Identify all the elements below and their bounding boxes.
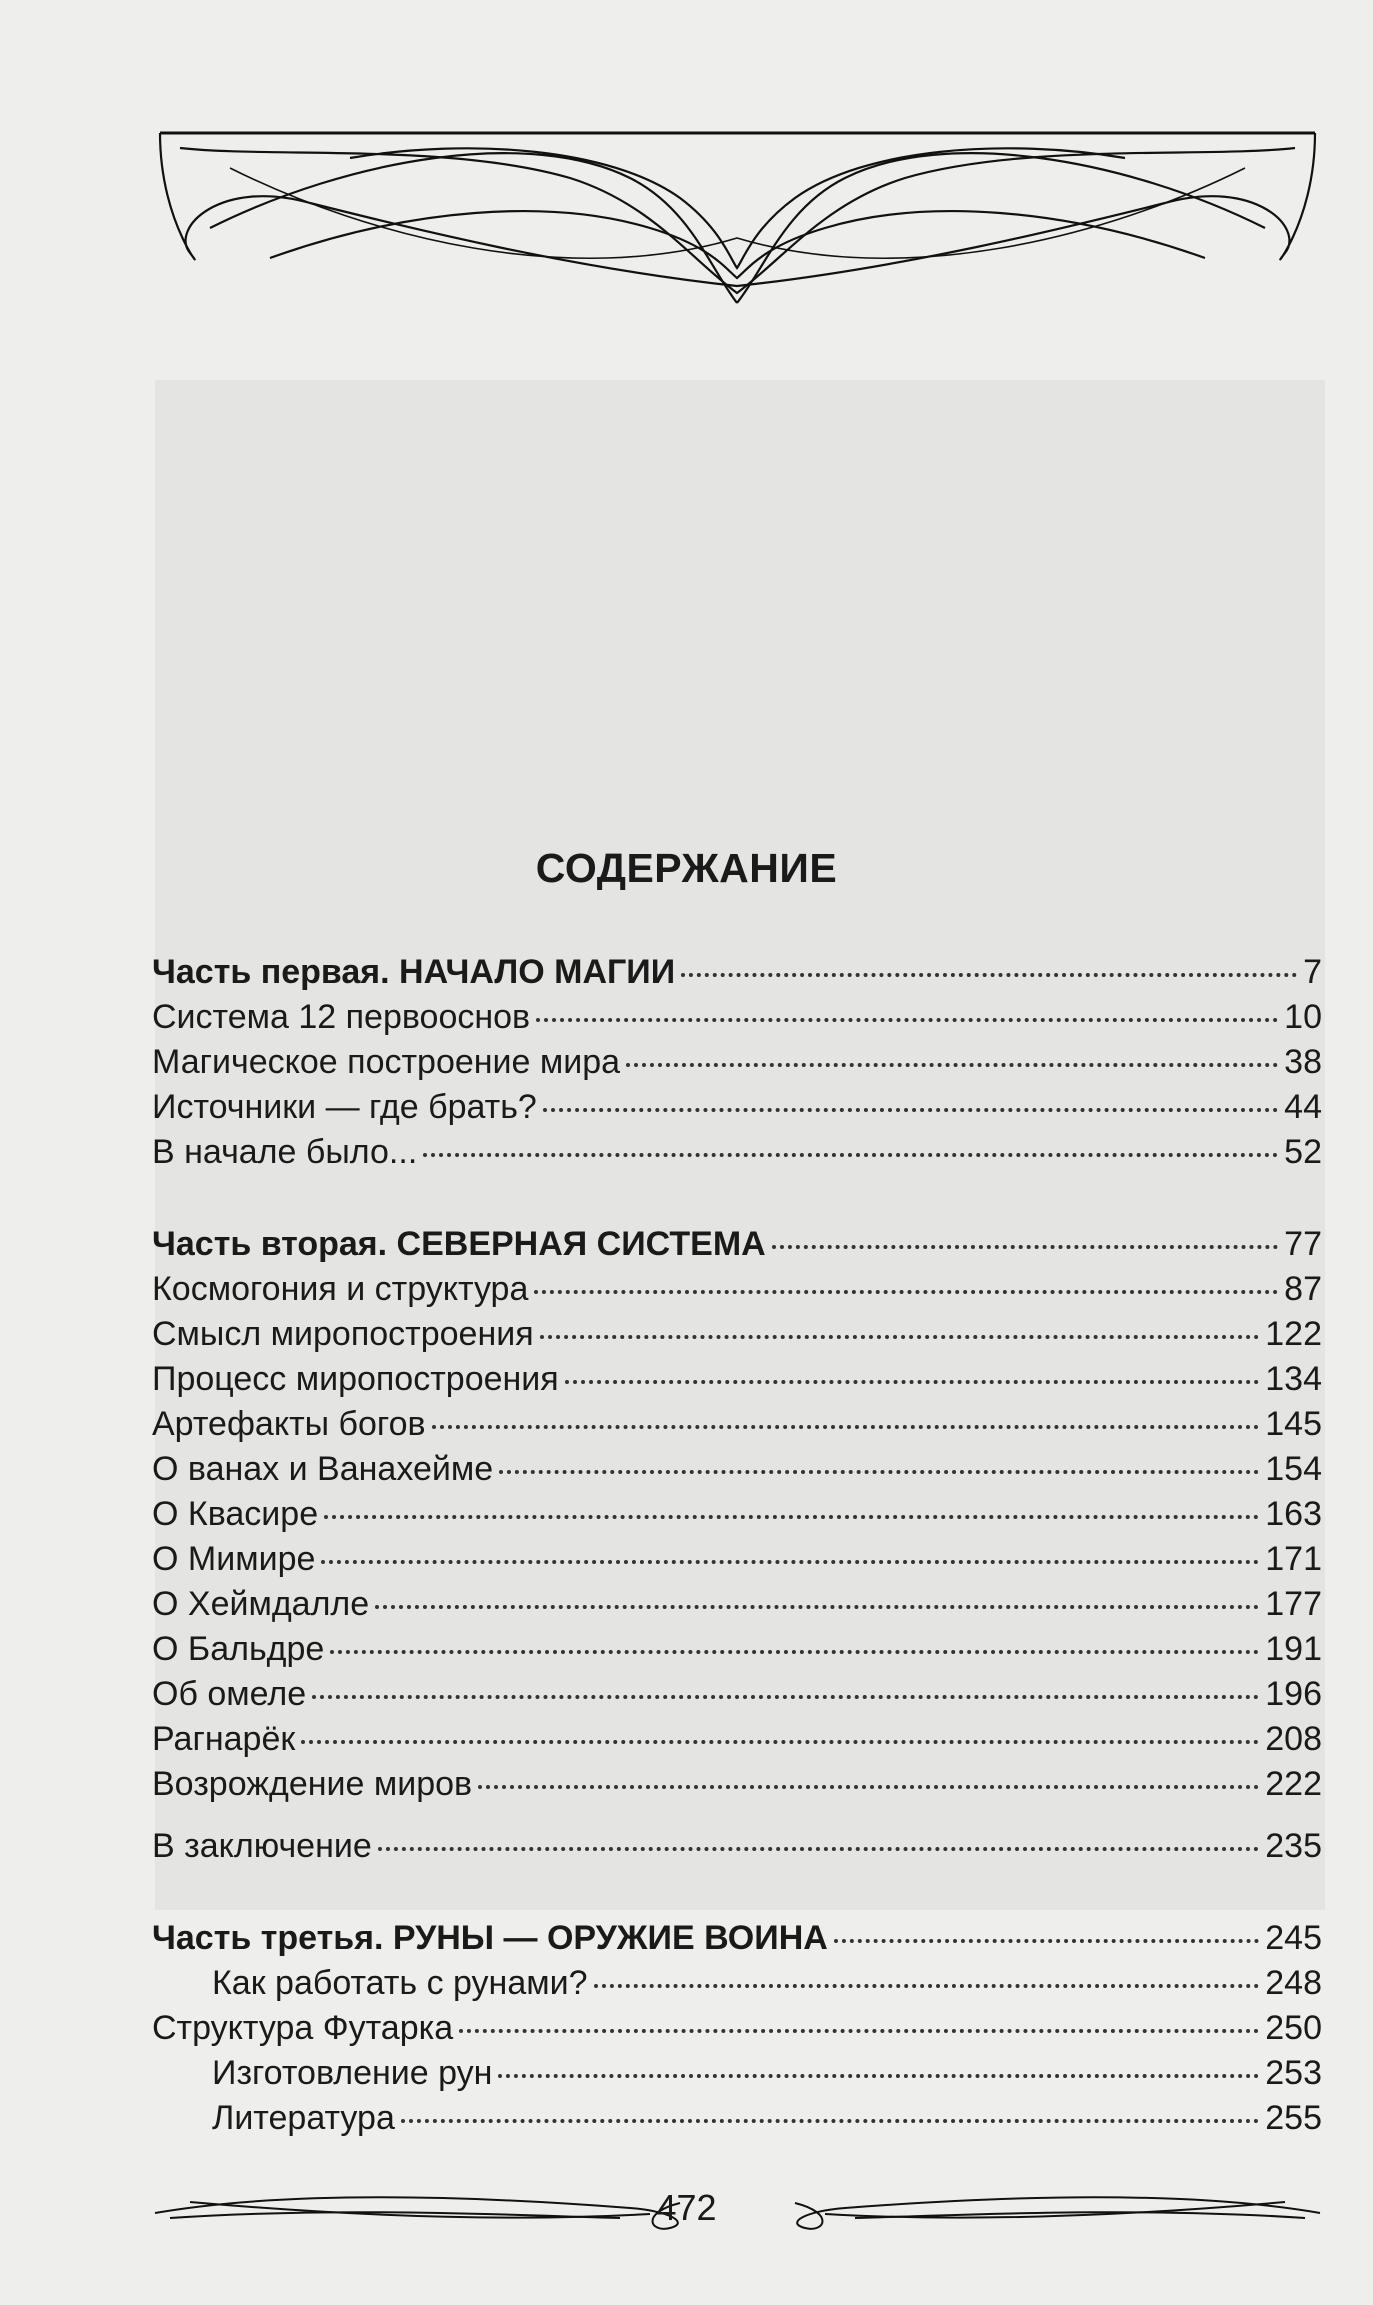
section-spacer: [152, 1175, 1322, 1222]
toc-entry-title: Космогония и структура: [152, 1270, 529, 1308]
toc-entry-page: 255: [1265, 2099, 1322, 2137]
toc-entry-page: 87: [1284, 1270, 1322, 1308]
toc-heading: СОДЕРЖАНИЕ: [535, 845, 838, 891]
toc-entry-title: Об омеле: [152, 1675, 307, 1713]
toc-entry-title: Артефакты богов: [152, 1405, 426, 1443]
toc-entry-page: 52: [1284, 1133, 1322, 1171]
toc-entry-page: 154: [1265, 1450, 1322, 1488]
toc-entry-page: 235: [1265, 1827, 1322, 1865]
toc-part-heading[interactable]: [152, 1222, 1322, 1267]
dot-leader: [375, 1605, 1259, 1609]
dot-leader: [321, 1560, 1259, 1564]
dot-leader: [540, 1335, 1260, 1339]
toc-entry[interactable]: [152, 1961, 1322, 2006]
toc-entry-title: Источники — где брать?: [152, 1088, 537, 1126]
toc-entry[interactable]: [152, 2051, 1322, 2096]
toc-entry-page: 177: [1265, 1585, 1322, 1623]
toc-entry-title: Часть третья. РУНЫ — ОРУЖИЕ ВОИНА: [152, 1919, 828, 1957]
toc-entry-title: О Мимире: [152, 1540, 316, 1578]
toc-entry-title: Возрождение миров: [152, 1765, 473, 1803]
toc-entry[interactable]: [152, 1824, 1322, 1869]
toc-entry-title: Часть первая. НАЧАЛО МАГИИ: [152, 953, 676, 991]
toc-entry[interactable]: [152, 995, 1322, 1040]
dot-leader: [536, 1018, 1278, 1022]
toc-entry-page: 44: [1284, 1088, 1322, 1126]
entry-spacer: [152, 1807, 1322, 1824]
page-number: 472: [656, 2187, 717, 2228]
dot-leader: [459, 2029, 1259, 2033]
toc-entry-title: Литература: [212, 2099, 395, 2137]
toc-entry-page: 122: [1265, 1315, 1322, 1353]
toc-entry-title: Как работать с рунами?: [212, 1964, 588, 2002]
dot-leader: [498, 2074, 1259, 2078]
dot-leader: [594, 1984, 1260, 1988]
dot-leader: [378, 1847, 1259, 1851]
toc-entry-title: Магическое построение мира: [152, 1043, 621, 1081]
toc-entry[interactable]: [152, 1537, 1322, 1582]
toc-entry[interactable]: [152, 2006, 1322, 2051]
dot-leader: [499, 1470, 1259, 1474]
dot-leader: [772, 1245, 1278, 1249]
decorative-ornament-top: [150, 118, 1325, 308]
toc-entry[interactable]: [152, 1040, 1322, 1085]
toc-entry[interactable]: [152, 1582, 1322, 1627]
toc-entry-page: 7: [1303, 953, 1322, 991]
toc-entry-title: Часть вторая. СЕВЕРНАЯ СИСТЕМА: [152, 1225, 766, 1263]
toc-entry-page: 253: [1265, 2054, 1322, 2092]
toc-entry-title: О ванах и Ванахейме: [152, 1450, 494, 1488]
section-spacer: [152, 1869, 1322, 1916]
toc-entry[interactable]: [152, 1672, 1322, 1717]
toc-entry[interactable]: [152, 1717, 1322, 1762]
dot-leader: [423, 1153, 1278, 1157]
toc-entry[interactable]: [152, 1627, 1322, 1672]
toc-entry-title: Изготовление рун: [212, 2054, 493, 2092]
toc-entry[interactable]: [152, 1492, 1322, 1537]
toc-entry-title: Рагнарёк: [152, 1720, 296, 1758]
toc-entry-title: Структура Футарка: [152, 2009, 454, 2047]
dot-leader: [543, 1108, 1278, 1112]
toc-entry-page: 191: [1265, 1630, 1322, 1668]
toc-entry-title: Система 12 первооснов: [152, 998, 531, 1036]
toc-entry-page: 38: [1284, 1043, 1322, 1081]
toc-entry-page: 171: [1265, 1540, 1322, 1578]
dot-leader: [834, 1939, 1259, 1943]
toc-entry-page: 250: [1265, 2009, 1322, 2047]
table-of-contents: [152, 950, 1322, 2141]
toc-entry-page: 145: [1265, 1405, 1322, 1443]
toc-entry-page: 222: [1265, 1765, 1322, 1803]
dot-leader: [324, 1515, 1259, 1519]
toc-entry[interactable]: [152, 1085, 1322, 1130]
dot-leader: [312, 1695, 1259, 1699]
toc-entry-title: Процесс миропостроения: [152, 1360, 559, 1398]
dot-leader: [401, 2119, 1259, 2123]
toc-entry[interactable]: [152, 1357, 1322, 1402]
dot-leader: [534, 1290, 1278, 1294]
toc-entry[interactable]: [152, 1447, 1322, 1492]
toc-entry-page: 245: [1265, 1919, 1322, 1957]
toc-entry-title: В начале было...: [152, 1133, 418, 1171]
toc-entry-title: О Бальдре: [152, 1630, 325, 1668]
dot-leader: [681, 973, 1297, 977]
toc-entry-title: О Квасире: [152, 1495, 319, 1533]
dot-leader: [432, 1425, 1260, 1429]
toc-entry-page: 77: [1284, 1225, 1322, 1263]
toc-entry-title: В заключение: [152, 1827, 372, 1865]
toc-entry-page: 248: [1265, 1964, 1322, 2002]
toc-entry-title: Смысл миропостроения: [152, 1315, 534, 1353]
toc-entry-page: 10: [1284, 998, 1322, 1036]
toc-entry[interactable]: [152, 1130, 1322, 1175]
toc-entry-page: 196: [1265, 1675, 1322, 1713]
dot-leader: [330, 1650, 1259, 1654]
toc-entry-page: 134: [1265, 1360, 1322, 1398]
toc-entry[interactable]: [152, 1762, 1322, 1807]
toc-entry[interactable]: [152, 1402, 1322, 1447]
dot-leader: [565, 1380, 1260, 1384]
toc-entry-page: 208: [1265, 1720, 1322, 1758]
toc-entry[interactable]: [152, 2096, 1322, 2141]
toc-entry[interactable]: [152, 1267, 1322, 1312]
dot-leader: [301, 1740, 1259, 1744]
toc-part-heading[interactable]: [152, 1916, 1322, 1961]
toc-entry[interactable]: [152, 1312, 1322, 1357]
dot-leader: [626, 1063, 1278, 1067]
toc-entry-title: О Хеймдалле: [152, 1585, 370, 1623]
toc-part-heading[interactable]: [152, 950, 1322, 995]
dot-leader: [478, 1785, 1259, 1789]
toc-entry-page: 163: [1265, 1495, 1322, 1533]
